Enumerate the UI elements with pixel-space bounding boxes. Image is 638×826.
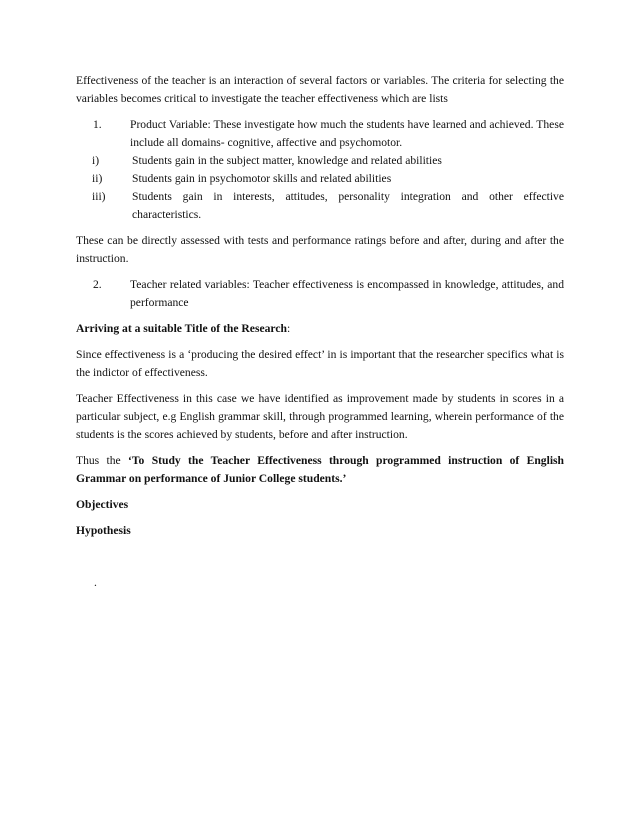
research-title: ‘To Study the Teacher Effectiveness through programmed instruction of English Grammar on performance of Junior College students.’ [76,454,564,485]
assessed-paragraph: These can be directly assessed with tests and performance ratings before and after, during and after the instruction. [76,234,564,265]
sub-number: iii) [92,190,106,203]
sub-number: i) [92,154,100,167]
stray-dot: . [94,576,97,589]
sub-item-iii [92,188,564,224]
sub-text: Students gain in the subject matter, knowledge and related abilities [132,154,442,167]
specifics-paragraph: Since effectiveness is a ‘producing the desired effect’ in is important that the researcher specifics what is the indictor of effectiveness. [76,348,564,379]
list-item-product-variable [93,116,564,152]
objectives-text: Objectives [76,498,129,511]
thus-prefix: Thus the [76,454,129,467]
sub-text: Students gain in psychomotor skills and related abilities [132,172,392,185]
list-text: Product Variable: These investigate how much the students have learned and achieved. These include all domains- cognitive, affective and psychomotor. [130,118,564,149]
sub-item-ii [92,170,564,188]
sub-number: ii) [92,172,103,185]
heading-text: Arriving at a suitable Title of the Research [76,322,287,335]
intro-paragraph: Effectiveness of the teacher is an interaction of several factors or variables. The criteria for selecting the variables becomes critical to investigate the teacher effectiveness which are lists [76,74,564,105]
sub-text: Students gain in interests, attitudes, personality integration and other effective characteristics. [132,190,564,221]
list-text: Teacher related variables: Teacher effectiveness is encompassed in knowledge, attitudes, and performance [130,278,564,309]
hypothesis-heading [76,522,564,540]
objectives-heading [76,496,564,514]
list-item-teacher-variables [93,276,564,312]
list-number: 2. [93,278,102,291]
list-number: 1. [93,118,102,131]
identified-paragraph: Teacher Effectiveness in this case we have identified as improvement made by students in scores in a particular subject, e.g English grammar skill, through programmed learning, wherein performance of the students is the scores achieved by students, before and after instruction. [76,392,564,441]
title-paragraph [76,452,564,488]
hypothesis-text: Hypothesis [76,524,131,537]
sub-item-i [92,152,564,170]
document-body [76,72,564,540]
section-heading-title [76,320,564,338]
heading-colon: : [286,322,291,335]
